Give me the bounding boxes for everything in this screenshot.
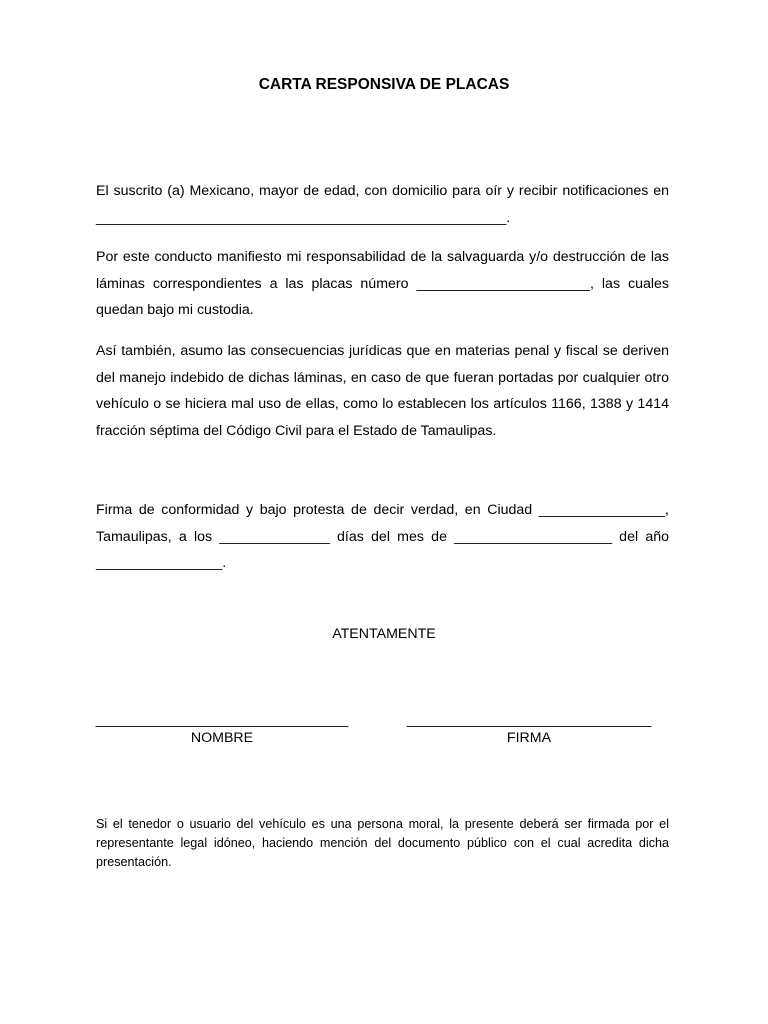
closing-text: ATENTAMENTE <box>332 626 436 642</box>
paragraph-domicile: El suscrito (a) Mexicano, mayor de edad, con domicilio para oír y recibir notificaciones en ____________________________________________________. <box>96 183 669 226</box>
name-signature-block <box>95 712 349 748</box>
paragraph-legal-consequences: Así también, asumo las consecuencias jurídicas que en materias penal y fiscal se deriven del manejo indebido de dichas láminas, en caso de que fueran portadas por cualquier otro vehículo o se hiciera mal uso de ellas, como lo establecen los artículos 1166, 1388 y 1414 fracción séptima del Código Civil para el Estado de Tamaulipas. <box>96 343 669 439</box>
paragraph-responsibility: Por este conducto manifiesto mi responsabilidad de la salvaguarda y/o destrucción de las láminas correspondientes a las placas número ______________________, las cuales quedan bajo mi custodia. <box>96 249 669 318</box>
signature-line: _______________________________ <box>406 712 652 728</box>
paragraph-conformity: Firma de conformidad y bajo protesta de decir verdad, en Ciudad ________________, Tamaulipas, a los ______________ días del mes de ____________________ del año ________________. <box>96 502 669 571</box>
document-title: CARTA RESPONSIVA DE PLACAS <box>258 76 510 93</box>
name-line: ________________________________ <box>95 712 349 728</box>
signature-label: FIRMA <box>506 730 552 746</box>
name-label: NOMBRE <box>190 730 254 746</box>
signature-block <box>406 712 652 748</box>
legal-entity-note: Si el tenedor o usuario del vehículo es una persona moral, la presente deberá ser firmada por el representante legal idóneo, haciendo mención del documento público con el cual acredita dicha presentación. <box>96 817 669 869</box>
